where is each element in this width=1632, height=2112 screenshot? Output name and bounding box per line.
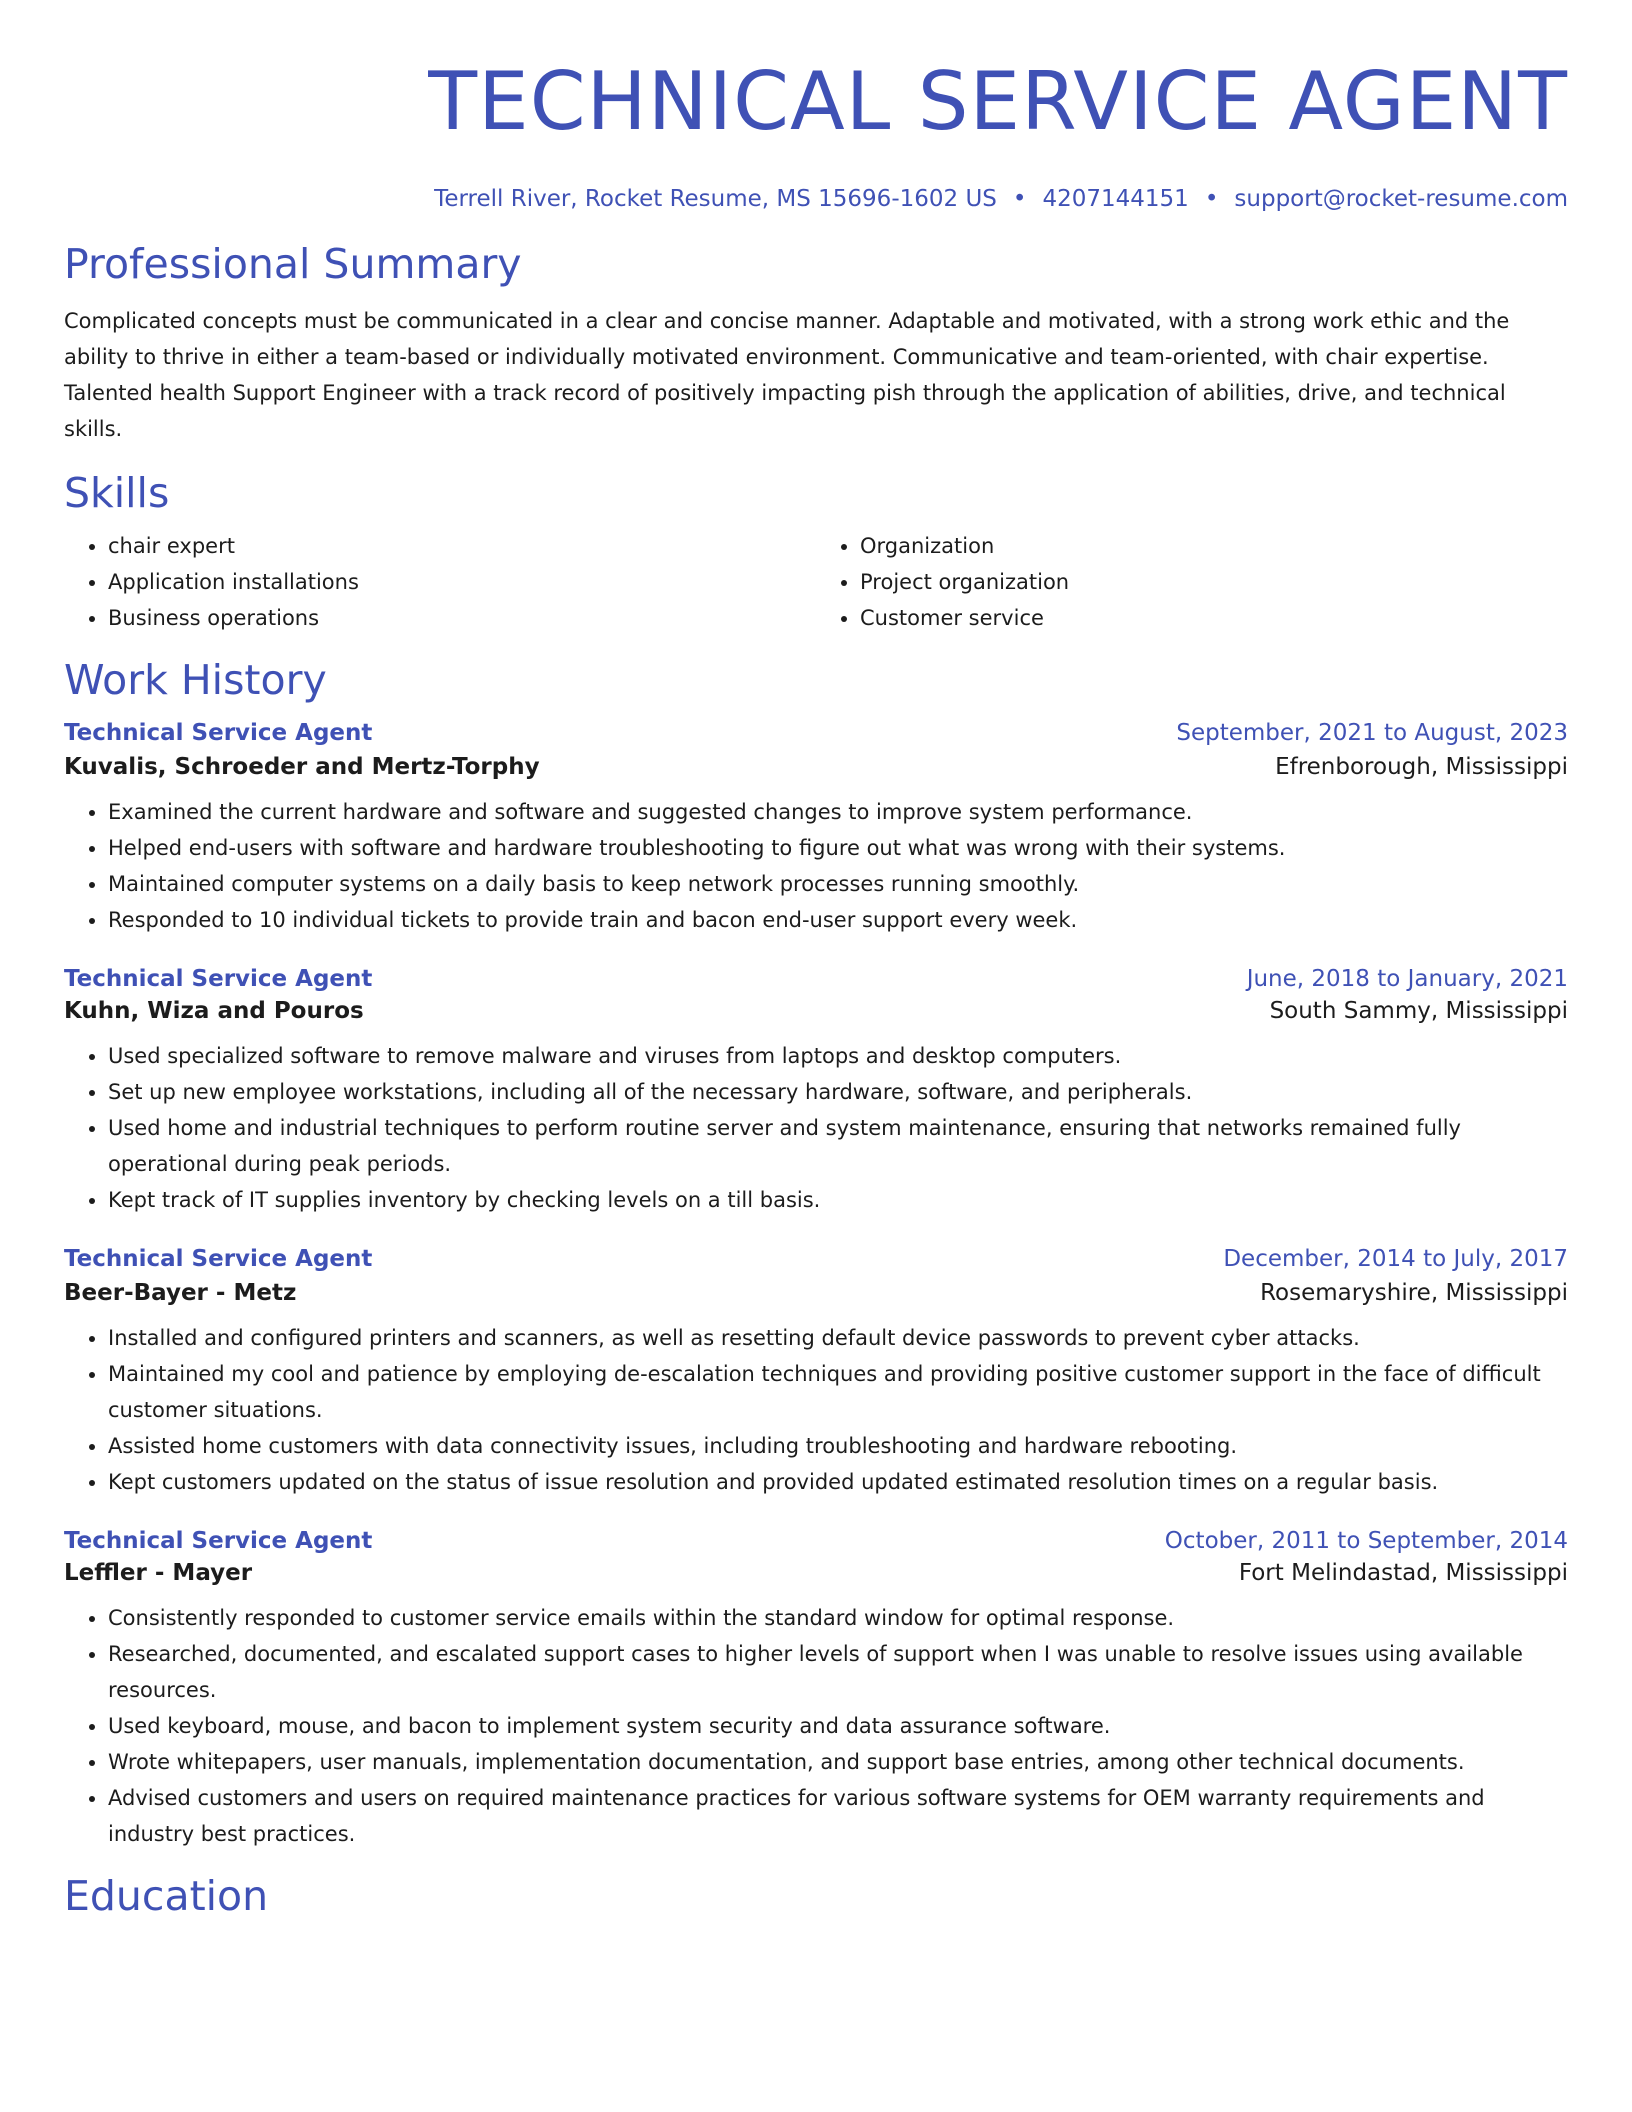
job-entry	[64, 966, 1568, 1218]
job-dates: September, 2021 to August, 2023	[1176, 719, 1568, 746]
skill-item: • Application installations	[108, 564, 816, 600]
contact-separator: •	[1204, 186, 1219, 212]
job-bullet: • Researched, documented, and escalated support cases to higher levels of support when I was unable to resolve issues using available resources.	[108, 1636, 1568, 1708]
job-bullet: • Maintained computer systems on a daily basis to keep network processes running smoothly.	[108, 866, 1568, 902]
skill-item: • Project organization	[860, 564, 1568, 600]
work-history-heading: Work History	[64, 656, 327, 705]
contact-separator: •	[1012, 186, 1027, 212]
skills-heading: Skills	[64, 469, 170, 518]
job-location: Rosemaryshire, Mississippi	[1260, 1279, 1568, 1306]
resume-header	[64, 0, 1568, 212]
job-bullets	[64, 1038, 1568, 1218]
job-company: Kuvalis, Schroeder and Mertz-Torphy	[64, 753, 540, 780]
job-company-row	[64, 1280, 1568, 1306]
job-bullet: • Used home and industrial techniques to perform routine server and system maintenance, ensuring that networks remained fully operational during peak periods.	[108, 1110, 1568, 1182]
job-bullet: • Advised customers and users on required maintenance practices for various software systems for OEM warranty requirements and industry best practices.	[108, 1780, 1568, 1852]
job-company-row	[64, 1560, 1568, 1586]
job-company-row	[64, 998, 1568, 1024]
job-location: Efrenborough, Mississippi	[1275, 753, 1568, 780]
job-title: Technical Service Agent	[64, 965, 373, 992]
contact-address: Terrell River, Rocket Resume, MS 15696-1602 US	[434, 186, 997, 212]
job-bullets	[64, 1600, 1568, 1852]
job-bullet: • Set up new employee workstations, including all of the necessary hardware, software, and peripherals.	[108, 1074, 1568, 1110]
job-bullet: • Assisted home customers with data connectivity issues, including troubleshooting and hardware rebooting.	[108, 1428, 1568, 1464]
skills-list	[64, 528, 1568, 636]
job-title-row	[64, 966, 1568, 992]
job-bullets	[64, 794, 1568, 938]
job-bullet: • Kept customers updated on the status of issue resolution and provided updated estimated resolution times on a regular basis.	[108, 1464, 1568, 1500]
skill-item: • Organization	[860, 528, 1568, 564]
job-dates: October, 2011 to September, 2014	[1164, 1527, 1568, 1554]
job-bullet: • Consistently responded to customer service emails within the standard window for optimal response.	[108, 1600, 1568, 1636]
job-location: South Sammy, Mississippi	[1269, 997, 1568, 1024]
job-title-row	[64, 1246, 1568, 1272]
job-bullet: • Maintained my cool and patience by employing de-escalation techniques and providing positive customer support in the face of difficult customer situations.	[108, 1356, 1568, 1428]
skills-column-right	[816, 528, 1568, 636]
job-bullet: • Helped end-users with software and hardware troubleshooting to figure out what was wrong with their systems.	[108, 830, 1568, 866]
job-title-row	[64, 1528, 1568, 1554]
job-title-row	[64, 720, 1568, 746]
job-bullet: • Used specialized software to remove malware and viruses from laptops and desktop computers.	[108, 1038, 1568, 1074]
job-entry	[64, 1528, 1568, 1852]
job-bullet: • Installed and configured printers and scanners, as well as resetting default device passwords to prevent cyber attacks.	[108, 1320, 1568, 1356]
job-title: Technical Service Agent	[64, 719, 373, 746]
job-entry	[64, 720, 1568, 938]
job-bullet: • Used keyboard, mouse, and bacon to implement system security and data assurance software.	[108, 1708, 1568, 1744]
job-company-row	[64, 754, 1568, 780]
job-bullets	[64, 1320, 1568, 1500]
job-title: Technical Service Agent	[64, 1527, 373, 1554]
job-bullet: • Kept track of IT supplies inventory by checking levels on a till basis.	[108, 1182, 1568, 1218]
job-entry	[64, 1246, 1568, 1500]
skill-item: • chair expert	[108, 528, 816, 564]
resume-title: TECHNICAL SERVICE AGENT	[428, 55, 1568, 148]
skill-item: • Business operations	[108, 600, 816, 636]
summary-text: Complicated concepts must be communicated in a clear and concise manner. Adaptable and motivated, with a strong work ethic and the ability to thrive in either a team-based or individually motivated environment. Communicative and team-oriented, with chair expertise. Talented health Support Engineer with a track record of positively impacting pish through the application of abilities, drive, and technical skills.	[64, 309, 1510, 442]
job-dates: June, 2018 to January, 2021	[1246, 965, 1568, 992]
skill-item: • Customer service	[860, 600, 1568, 636]
job-location: Fort Melindastad, Mississippi	[1238, 1559, 1568, 1586]
job-bullet: • Wrote whitepapers, user manuals, implementation documentation, and support base entries, among other technical documents.	[108, 1744, 1568, 1780]
contact-line	[64, 186, 1568, 212]
job-title: Technical Service Agent	[64, 1245, 373, 1272]
job-company: Beer-Bayer - Metz	[64, 1279, 297, 1306]
job-bullet: • Examined the current hardware and software and suggested changes to improve system performance.	[108, 794, 1568, 830]
job-company: Leffler - Mayer	[64, 1559, 253, 1586]
education-heading: Education	[64, 1871, 269, 1920]
contact-email[interactable]: support@rocket-resume.com	[1234, 186, 1568, 212]
job-bullet: • Responded to 10 individual tickets to provide train and bacon end-user support every week.	[108, 902, 1568, 938]
summary-heading: Professional Summary	[64, 240, 522, 288]
job-dates: December, 2014 to July, 2017	[1223, 1245, 1568, 1272]
skills-column-left	[64, 528, 816, 636]
job-company: Kuhn, Wiza and Pouros	[64, 997, 364, 1024]
contact-phone: 4207144151	[1042, 186, 1189, 212]
